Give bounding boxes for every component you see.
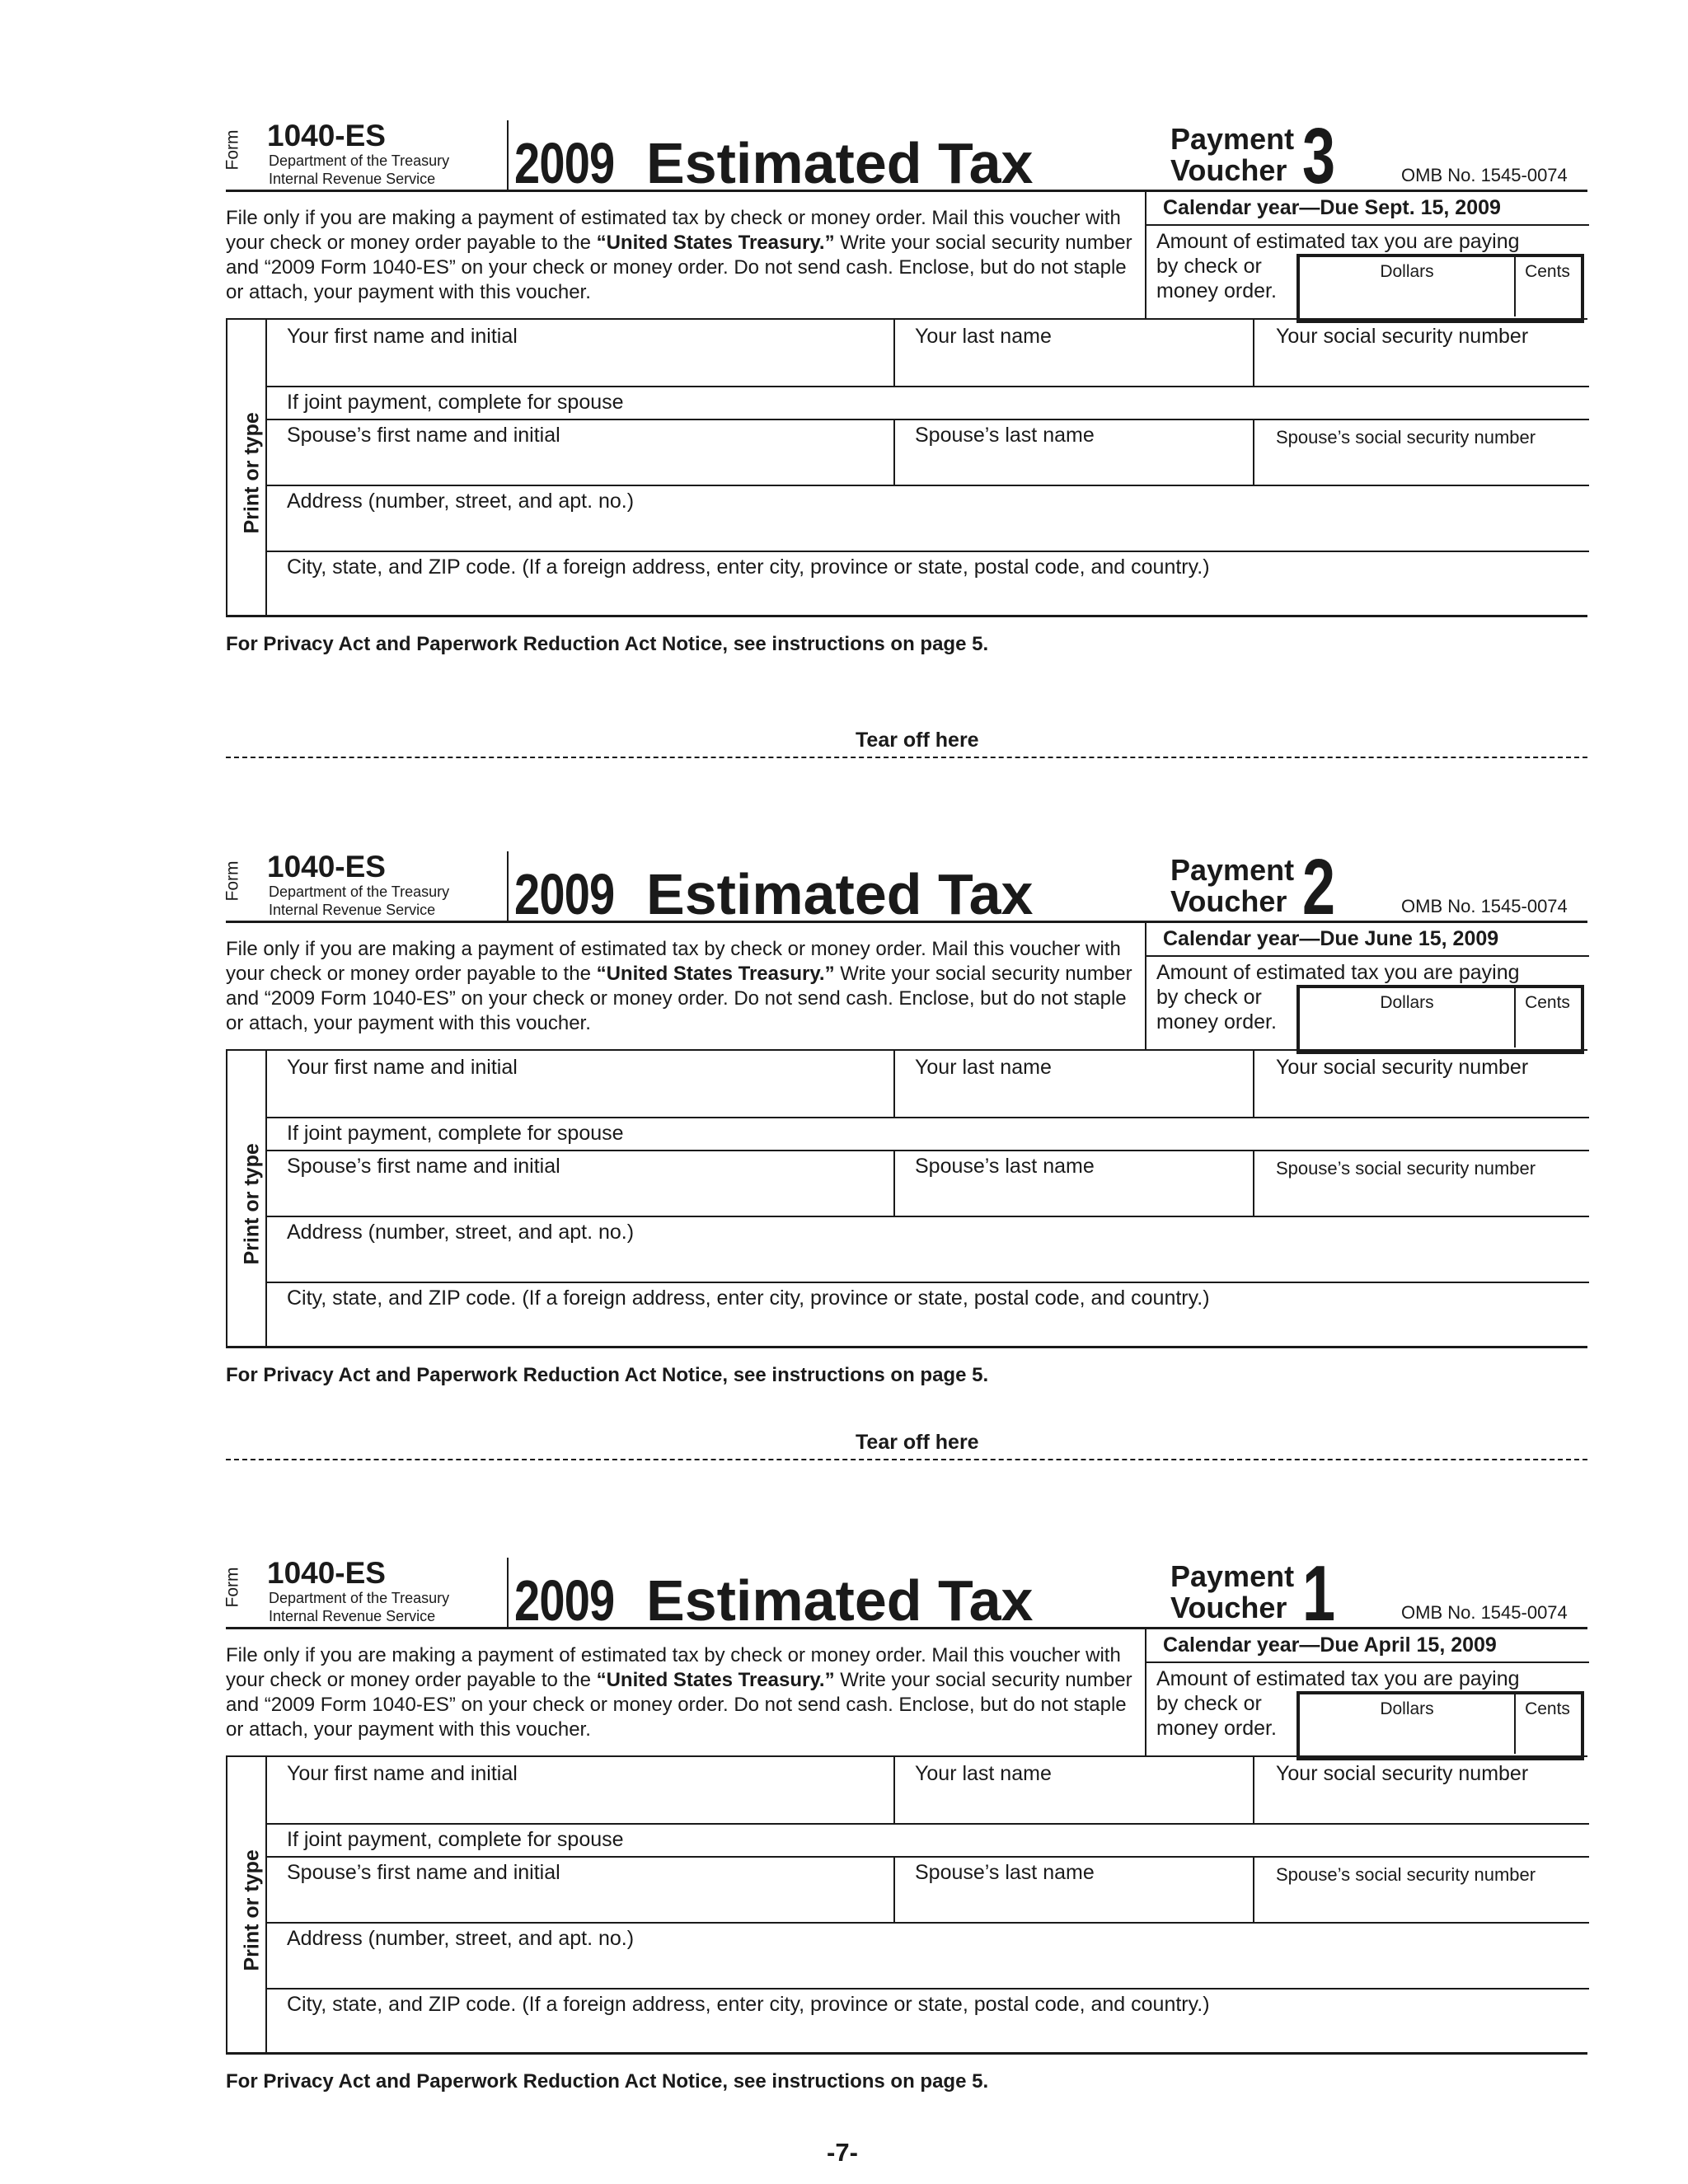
dollars-label: Dollars <box>1380 262 1434 281</box>
spouse-last-name-field[interactable]: Spouse’s last name <box>915 424 1095 447</box>
spouse-ssn-field[interactable]: Spouse’s social security number <box>1276 1158 1536 1179</box>
title-text: Estimated Tax <box>646 1568 1034 1633</box>
ssn-field[interactable]: Your social security number <box>1276 325 1529 348</box>
omb-number: OMB No. 1545-0074 <box>1401 165 1568 185</box>
divider <box>265 1150 1589 1151</box>
first-name-field[interactable]: Your first name and initial <box>287 1056 518 1079</box>
taxpayer-info-grid <box>226 1049 1587 1348</box>
department: Department of the Treasury Internal Revenue Service <box>269 1590 450 1624</box>
last-name-field[interactable]: Your last name <box>915 1056 1052 1079</box>
form-number: 1040-ES <box>267 119 386 152</box>
last-name-field[interactable]: Your last name <box>915 325 1052 348</box>
divider <box>893 1856 895 1922</box>
divider <box>265 1823 1589 1825</box>
print-or-type-column: Print or type <box>227 320 267 615</box>
tear-line <box>226 757 1587 758</box>
instructions: File only if you are making a payment of estimated tax by check or money order. Mail this voucher with your check or money order payable to the “United States Treasury.” Write your social security number and “2009 Form 1040-ES” on your check or money order. Do not send cash. Enclose, but do not staple or attach, your payment with this voucher. <box>226 1644 1132 1741</box>
payment-voucher-label: Payment Voucher <box>1170 1559 1295 1624</box>
amount-field[interactable] <box>1296 254 1584 323</box>
calendar-column <box>1145 1629 1589 1755</box>
divider <box>265 1988 1589 1990</box>
omb-number: OMB No. 1545-0074 <box>1401 1602 1568 1623</box>
city-field[interactable]: City, state, and ZIP code. (If a foreign address, enter city, province or state, postal code, and country.) <box>287 1286 1210 1310</box>
ssn-field[interactable]: Your social security number <box>1276 1762 1529 1785</box>
privacy-notice: For Privacy Act and Paperwork Reduction Act Notice, see instructions on page 5. <box>226 1364 989 1386</box>
joint-payment-label: If joint payment, complete for spouse <box>287 1828 624 1851</box>
divider <box>1253 320 1254 386</box>
calendar-rule <box>1146 224 1589 226</box>
payment-voucher-label: Payment Voucher <box>1170 853 1295 918</box>
spouse-first-name-field[interactable]: Spouse’s first name and initial <box>287 1155 560 1178</box>
address-field[interactable]: Address (number, street, and apt. no.) <box>287 1927 635 1950</box>
divider <box>893 1051 895 1117</box>
taxpayer-info-grid <box>226 1755 1587 2055</box>
divider <box>265 419 1589 420</box>
city-field[interactable]: City, state, and ZIP code. (If a foreign address, enter city, province or state, postal code, and country.) <box>287 555 1210 579</box>
address-field[interactable]: Address (number, street, and apt. no.) <box>287 490 635 513</box>
header-divider <box>507 851 509 921</box>
payment-voucher-1 <box>223 1549 1587 2130</box>
title-year: 2009 <box>514 131 615 195</box>
divider <box>1253 1856 1254 1922</box>
divider <box>1253 419 1254 485</box>
dollars-label: Dollars <box>1380 993 1434 1012</box>
amount-field[interactable] <box>1296 1691 1584 1760</box>
city-field[interactable]: City, state, and ZIP code. (If a foreign address, enter city, province or state, postal code, and country.) <box>287 1993 1210 2016</box>
ssn-field[interactable]: Your social security number <box>1276 1056 1529 1079</box>
dollars-label: Dollars <box>1380 1699 1434 1718</box>
calendar-rule <box>1146 1661 1589 1663</box>
spouse-last-name-field[interactable]: Spouse’s last name <box>915 1861 1095 1884</box>
divider <box>265 1856 1589 1858</box>
cents-label: Cents <box>1525 993 1570 1012</box>
divider <box>893 320 895 386</box>
divider <box>893 1757 895 1823</box>
cents-label: Cents <box>1525 262 1570 281</box>
form-label: Form <box>223 1567 242 1608</box>
divider <box>1253 1150 1254 1216</box>
form-label: Form <box>223 860 242 902</box>
payment-voucher-2 <box>223 843 1587 1423</box>
amount-label: Amount of estimated tax you are paying by check or money order. <box>1156 961 1520 1033</box>
cents-label: Cents <box>1525 1699 1570 1718</box>
instructions: File only if you are making a payment of estimated tax by check or money order. Mail this voucher with your check or money order payable to the “United States Treasury.” Write your social security number and “2009 Form 1040-ES” on your check or money order. Do not send cash. Enclose, but do not staple or attach, your payment with this voucher. <box>226 938 1132 1034</box>
divider <box>265 1922 1589 1924</box>
spouse-ssn-field[interactable]: Spouse’s social security number <box>1276 1864 1536 1885</box>
taxpayer-info-grid <box>226 318 1587 617</box>
divider <box>265 551 1589 552</box>
form-number: 1040-ES <box>267 850 386 883</box>
last-name-field[interactable]: Your last name <box>915 1762 1052 1785</box>
voucher-number: 2 <box>1302 843 1336 931</box>
payment-voucher-3 <box>223 112 1587 692</box>
spouse-first-name-field[interactable]: Spouse’s first name and initial <box>287 424 560 447</box>
calendar-due-date: Calendar year—Due June 15, 2009 <box>1163 927 1499 950</box>
divider <box>265 1117 1589 1118</box>
header-divider <box>507 1558 509 1627</box>
joint-payment-label: If joint payment, complete for spouse <box>287 1122 624 1145</box>
amount-field[interactable] <box>1296 985 1584 1054</box>
print-or-type-column: Print or type <box>227 1757 267 2052</box>
omb-number: OMB No. 1545-0074 <box>1401 896 1568 916</box>
form-label: Form <box>223 129 242 171</box>
calendar-column <box>1145 191 1589 318</box>
title-text: Estimated Tax <box>646 862 1034 926</box>
title-year: 2009 <box>514 1568 615 1633</box>
calendar-column <box>1145 922 1589 1049</box>
tear-off-label: Tear off here <box>856 1431 979 1454</box>
divider <box>265 485 1589 486</box>
joint-payment-label: If joint payment, complete for spouse <box>287 391 624 414</box>
title-text: Estimated Tax <box>646 131 1034 195</box>
address-field[interactable]: Address (number, street, and apt. no.) <box>287 1221 635 1244</box>
divider <box>265 1216 1589 1217</box>
privacy-notice: For Privacy Act and Paperwork Reduction Act Notice, see instructions on page 5. <box>226 2070 989 2093</box>
title-year: 2009 <box>514 862 615 926</box>
first-name-field[interactable]: Your first name and initial <box>287 1762 518 1785</box>
privacy-notice: For Privacy Act and Paperwork Reduction Act Notice, see instructions on page 5. <box>226 633 989 655</box>
divider <box>893 1150 895 1216</box>
voucher-number: 1 <box>1302 1549 1336 1638</box>
department: Department of the Treasury Internal Revenue Service <box>269 883 450 918</box>
spouse-first-name-field[interactable]: Spouse’s first name and initial <box>287 1861 560 1884</box>
tear-line <box>226 1459 1587 1460</box>
payment-voucher-label: Payment Voucher <box>1170 122 1295 187</box>
department: Department of the Treasury Internal Revenue Service <box>269 152 450 187</box>
form-number: 1040-ES <box>267 1556 386 1590</box>
amount-label: Amount of estimated tax you are paying by check or money order. <box>1156 230 1520 302</box>
tear-off-label: Tear off here <box>856 729 979 752</box>
print-or-type-column: Print or type <box>227 1051 267 1346</box>
divider <box>1253 1757 1254 1823</box>
spouse-last-name-field[interactable]: Spouse’s last name <box>915 1155 1095 1178</box>
divider <box>265 1282 1589 1283</box>
instructions: File only if you are making a payment of estimated tax by check or money order. Mail this voucher with your check or money order payable to the “United States Treasury.” Write your social security number and “2009 Form 1040-ES” on your check or money order. Do not send cash. Enclose, but do not staple or attach, your payment with this voucher. <box>226 207 1132 303</box>
first-name-field[interactable]: Your first name and initial <box>287 325 518 348</box>
divider <box>265 386 1589 387</box>
page-number: -7- <box>827 2138 858 2167</box>
calendar-due-date: Calendar year—Due Sept. 15, 2009 <box>1163 196 1501 219</box>
divider <box>1253 1051 1254 1117</box>
voucher-number: 3 <box>1302 112 1336 200</box>
calendar-rule <box>1146 955 1589 957</box>
calendar-due-date: Calendar year—Due April 15, 2009 <box>1163 1633 1497 1657</box>
spouse-ssn-field[interactable]: Spouse’s social security number <box>1276 427 1536 448</box>
amount-label: Amount of estimated tax you are paying by check or money order. <box>1156 1667 1520 1740</box>
header-divider <box>507 120 509 190</box>
divider <box>893 419 895 485</box>
